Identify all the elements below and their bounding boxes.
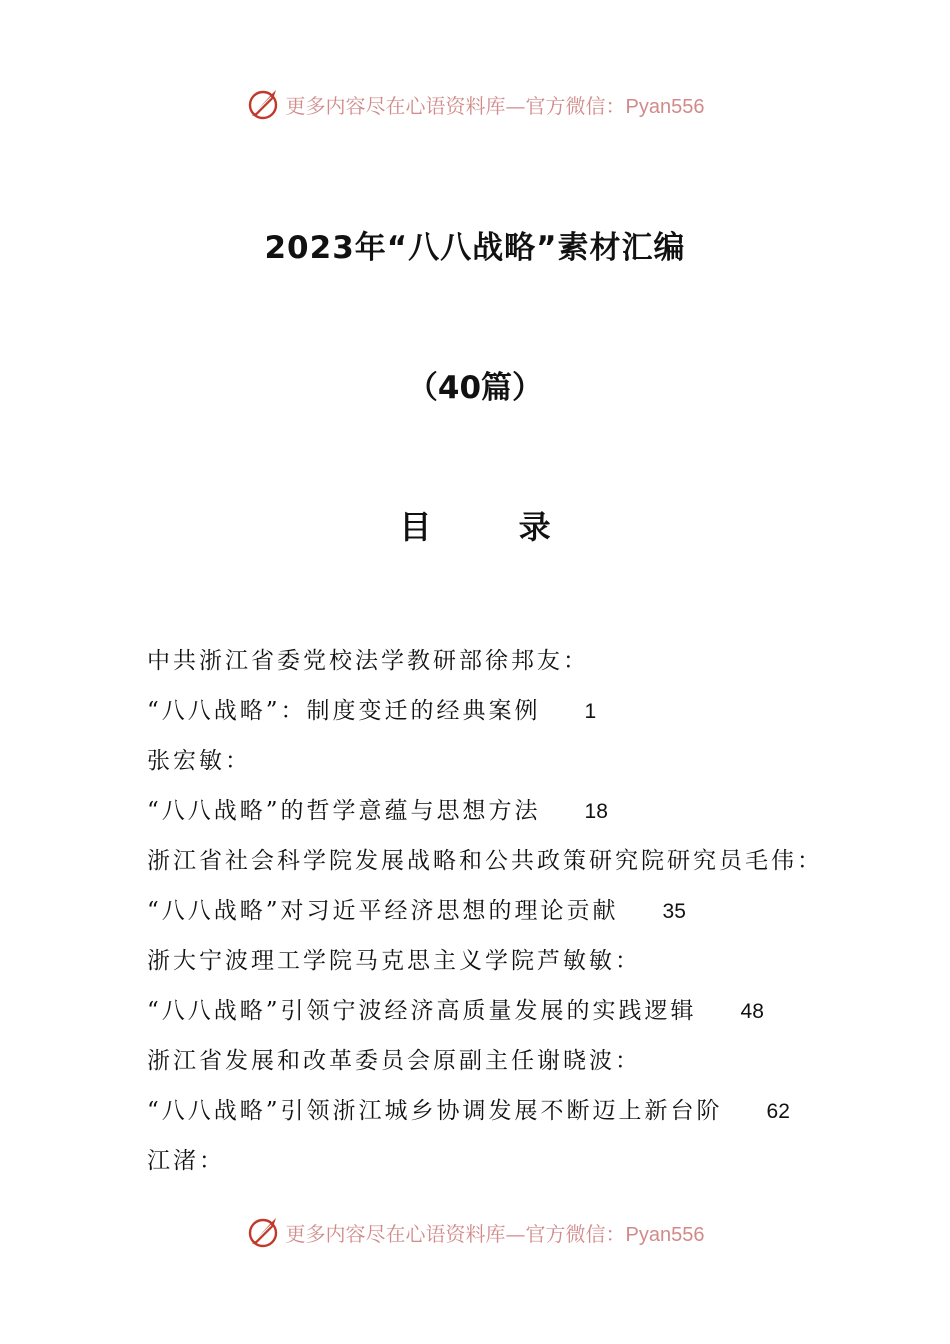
toc-item[interactable] (147, 986, 847, 1036)
toc-item-title: “八八战略”的哲学意蕴与思想方法 (147, 798, 541, 824)
table-of-contents (147, 636, 847, 1186)
toc-item[interactable] (147, 786, 847, 836)
toc-item-title: “八八战略”引领浙江城乡协调发展不断迈上新台阶 (147, 1098, 723, 1124)
toc-item-title: “八八战略”：制度变迁的经典案例 (147, 698, 541, 724)
toc-author: 浙大宁波理工学院马克思主义学院芦敏敏： (147, 948, 641, 974)
quill-pen-logo-icon (246, 86, 282, 122)
wechat-id: Pyan556 (625, 95, 705, 118)
document-title: 2023年“八八战略”素材汇编 (264, 230, 686, 266)
toc-item-page: 62 (766, 1100, 790, 1123)
quill-pen-logo-icon (246, 1214, 282, 1250)
watermark-label: 更多内容尽在心语资料库—官方微信： (285, 93, 626, 118)
watermark-label: 更多内容尽在心语资料库—官方微信： (285, 1221, 626, 1246)
toc-item-page: 48 (740, 1000, 764, 1023)
watermark-text (286, 90, 705, 119)
toc-item-page: 1 (584, 700, 597, 723)
toc-item[interactable] (147, 886, 847, 936)
document-subtitle: （40篇） (406, 370, 544, 406)
toc-author: 张宏敏： (147, 748, 251, 774)
toc-item-title: “八八战略”对习近平经济思想的理论贡献 (147, 898, 619, 924)
toc-item-page: 35 (662, 900, 686, 923)
watermark-text (286, 1218, 705, 1247)
toc-item-title: “八八战略”引领宁波经济高质量发展的实践逻辑 (147, 998, 697, 1024)
toc-item-page: 18 (584, 800, 608, 823)
footer-watermark (0, 1212, 950, 1252)
toc-author: 江渚： (147, 1148, 225, 1174)
toc-heading: 目 录 (399, 508, 589, 546)
header-watermark (0, 84, 950, 124)
toc-author: 浙江省社会科学院发展战略和公共政策研究院研究员毛伟： (147, 848, 823, 874)
toc-author: 中共浙江省委党校法学教研部徐邦友： (147, 648, 589, 674)
toc-item[interactable] (147, 686, 847, 736)
toc-author: 浙江省发展和改革委员会原副主任谢晓波： (147, 1048, 641, 1074)
wechat-id: Pyan556 (625, 1223, 705, 1246)
toc-item[interactable] (147, 1086, 847, 1136)
